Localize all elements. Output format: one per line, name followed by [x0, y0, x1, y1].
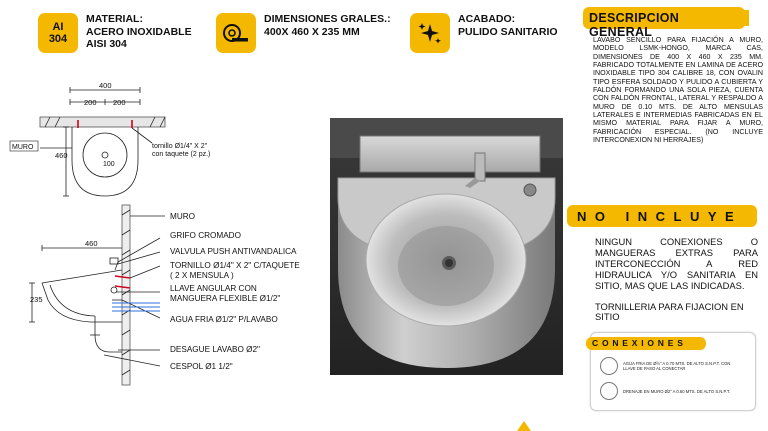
dimensiones-line1: 400X 460 X 235 MM — [264, 25, 360, 38]
acabado-line1: PULIDO SANITARIO — [458, 25, 558, 38]
material-badge-text: AI 304 — [48, 21, 68, 45]
conexion-agua-icon — [600, 357, 618, 375]
callout-agua-fria: AGUA FRIA Ø1/2" P/LAVABO — [170, 315, 278, 324]
descripcion-header: DESCRIPCION GENERAL — [583, 7, 745, 29]
callout-mensula: ( 2 X MENSULA ) — [170, 271, 234, 280]
dimensiones-title: DIMENSIONES GRALES.: — [264, 13, 391, 25]
sparkle-icon — [410, 13, 450, 53]
spec-acabado — [410, 13, 558, 53]
section-height: 235 — [30, 295, 43, 304]
no-incluye-text: NINGUN CONEXIONES O MANGUERAS EXTRAS PARA INTERCONECCIÓN A RED HIDRAULICA Y/O SANITARIA EN SITIO, MAS QUE LAS INDICADAS. — [595, 236, 758, 292]
conexion-agua-fria — [600, 357, 743, 375]
callout-valvula: VALVULA PUSH ANTIVANDALICA — [170, 247, 297, 256]
section-depth: 460 — [85, 239, 98, 248]
callout-muro: MURO — [170, 212, 196, 221]
callout-tornillo: TORNILLO Ø1/4" X 2" C/TAQUETE — [170, 261, 300, 270]
plan-wall-label: MURO — [12, 144, 34, 151]
acabado-text — [458, 13, 558, 38]
conexion-agua-label: AGUA FRIA DE Ø½" A 0.70 MTS. DE ALTO S.N.P.T. CON LLAVE DE PASO AL CONECTAR — [623, 361, 731, 371]
plan-width-total: 400 — [99, 81, 112, 90]
plan-view — [40, 87, 165, 196]
callout-cespol: CESPOL Ø1 1/2" — [170, 362, 233, 371]
plan-screw-note-1: tornillo Ø1/4" X 2" — [152, 143, 208, 150]
material-title: MATERIAL: — [86, 13, 143, 25]
plan-bowl: 100 — [103, 161, 115, 168]
warning-icon — [517, 421, 531, 431]
callout-desague: DESAGUE LAVABO Ø2" — [170, 345, 260, 354]
conexion-drenaje-icon — [600, 382, 618, 400]
plan-depth: 460 — [55, 151, 68, 160]
product-photo — [330, 118, 563, 375]
no-incluye-extra: TORNILLERIA PARA FIJACION EN SITIO — [595, 301, 744, 323]
technical-drawing — [0, 0, 330, 431]
material-line2: AISI 304 — [86, 38, 127, 50]
descripcion-text: LAVABO SENCILLO PARA FIJACIÓN A MURO, MODELO LSMK-HONGO, MARCA CAS, DIMENSIONES DE 400 X 460 X 235 MM. FABRICADO TOTALMENTE EN LAMINA DE ACERO INOXIDABLE TIPO 304 CALIBRE 18, CON OVALIN TIPO ESFERA SOLDADO Y PULIDO A CUBIERTA Y FALDÓN FORMANDO UNA SOLA PIEZA, CUENTA CON FALDÓN FRONTAL, LATERAL Y RESPALDO A MURO DE 0.10 MTS. DE ALTO MENSULAS LATERALES E INTERMEDIAS FABRICADAS EN EL MISMO MATERIAL PARA FIJAR A MURO, FABRICACIÓN ESPECIAL. (NO INCLUYE INTERCONEXION NI HERRAJES) — [593, 36, 763, 145]
no-incluye-header: NO INCLUYE — [567, 205, 757, 227]
section-view — [29, 205, 165, 385]
plan-screw-note-2: con taquete (2 pz.) — [152, 151, 211, 158]
conexion-drenaje-label: DRENAJE EN MURO Ø2" A 0.60 MTS. DE ALTO S.N.P.T. — [623, 388, 731, 394]
section-blue-lines — [112, 303, 160, 311]
callout-grifo: GRIFO CROMADO — [170, 231, 241, 240]
conexion-drenaje — [600, 382, 743, 400]
plan-half-right: 200 — [113, 98, 126, 107]
material-line1: ACERO INOXIDABLE — [86, 25, 192, 38]
callout-llave: LLAVE ANGULAR CON — [170, 284, 257, 293]
plan-half-left: 200 — [84, 98, 97, 107]
conexiones-header: CONEXIONES — [586, 337, 706, 350]
callout-manguera: MANGUERA FLEXIBLE Ø1/2" — [170, 294, 281, 303]
acabado-title: ACABADO: — [458, 13, 516, 25]
